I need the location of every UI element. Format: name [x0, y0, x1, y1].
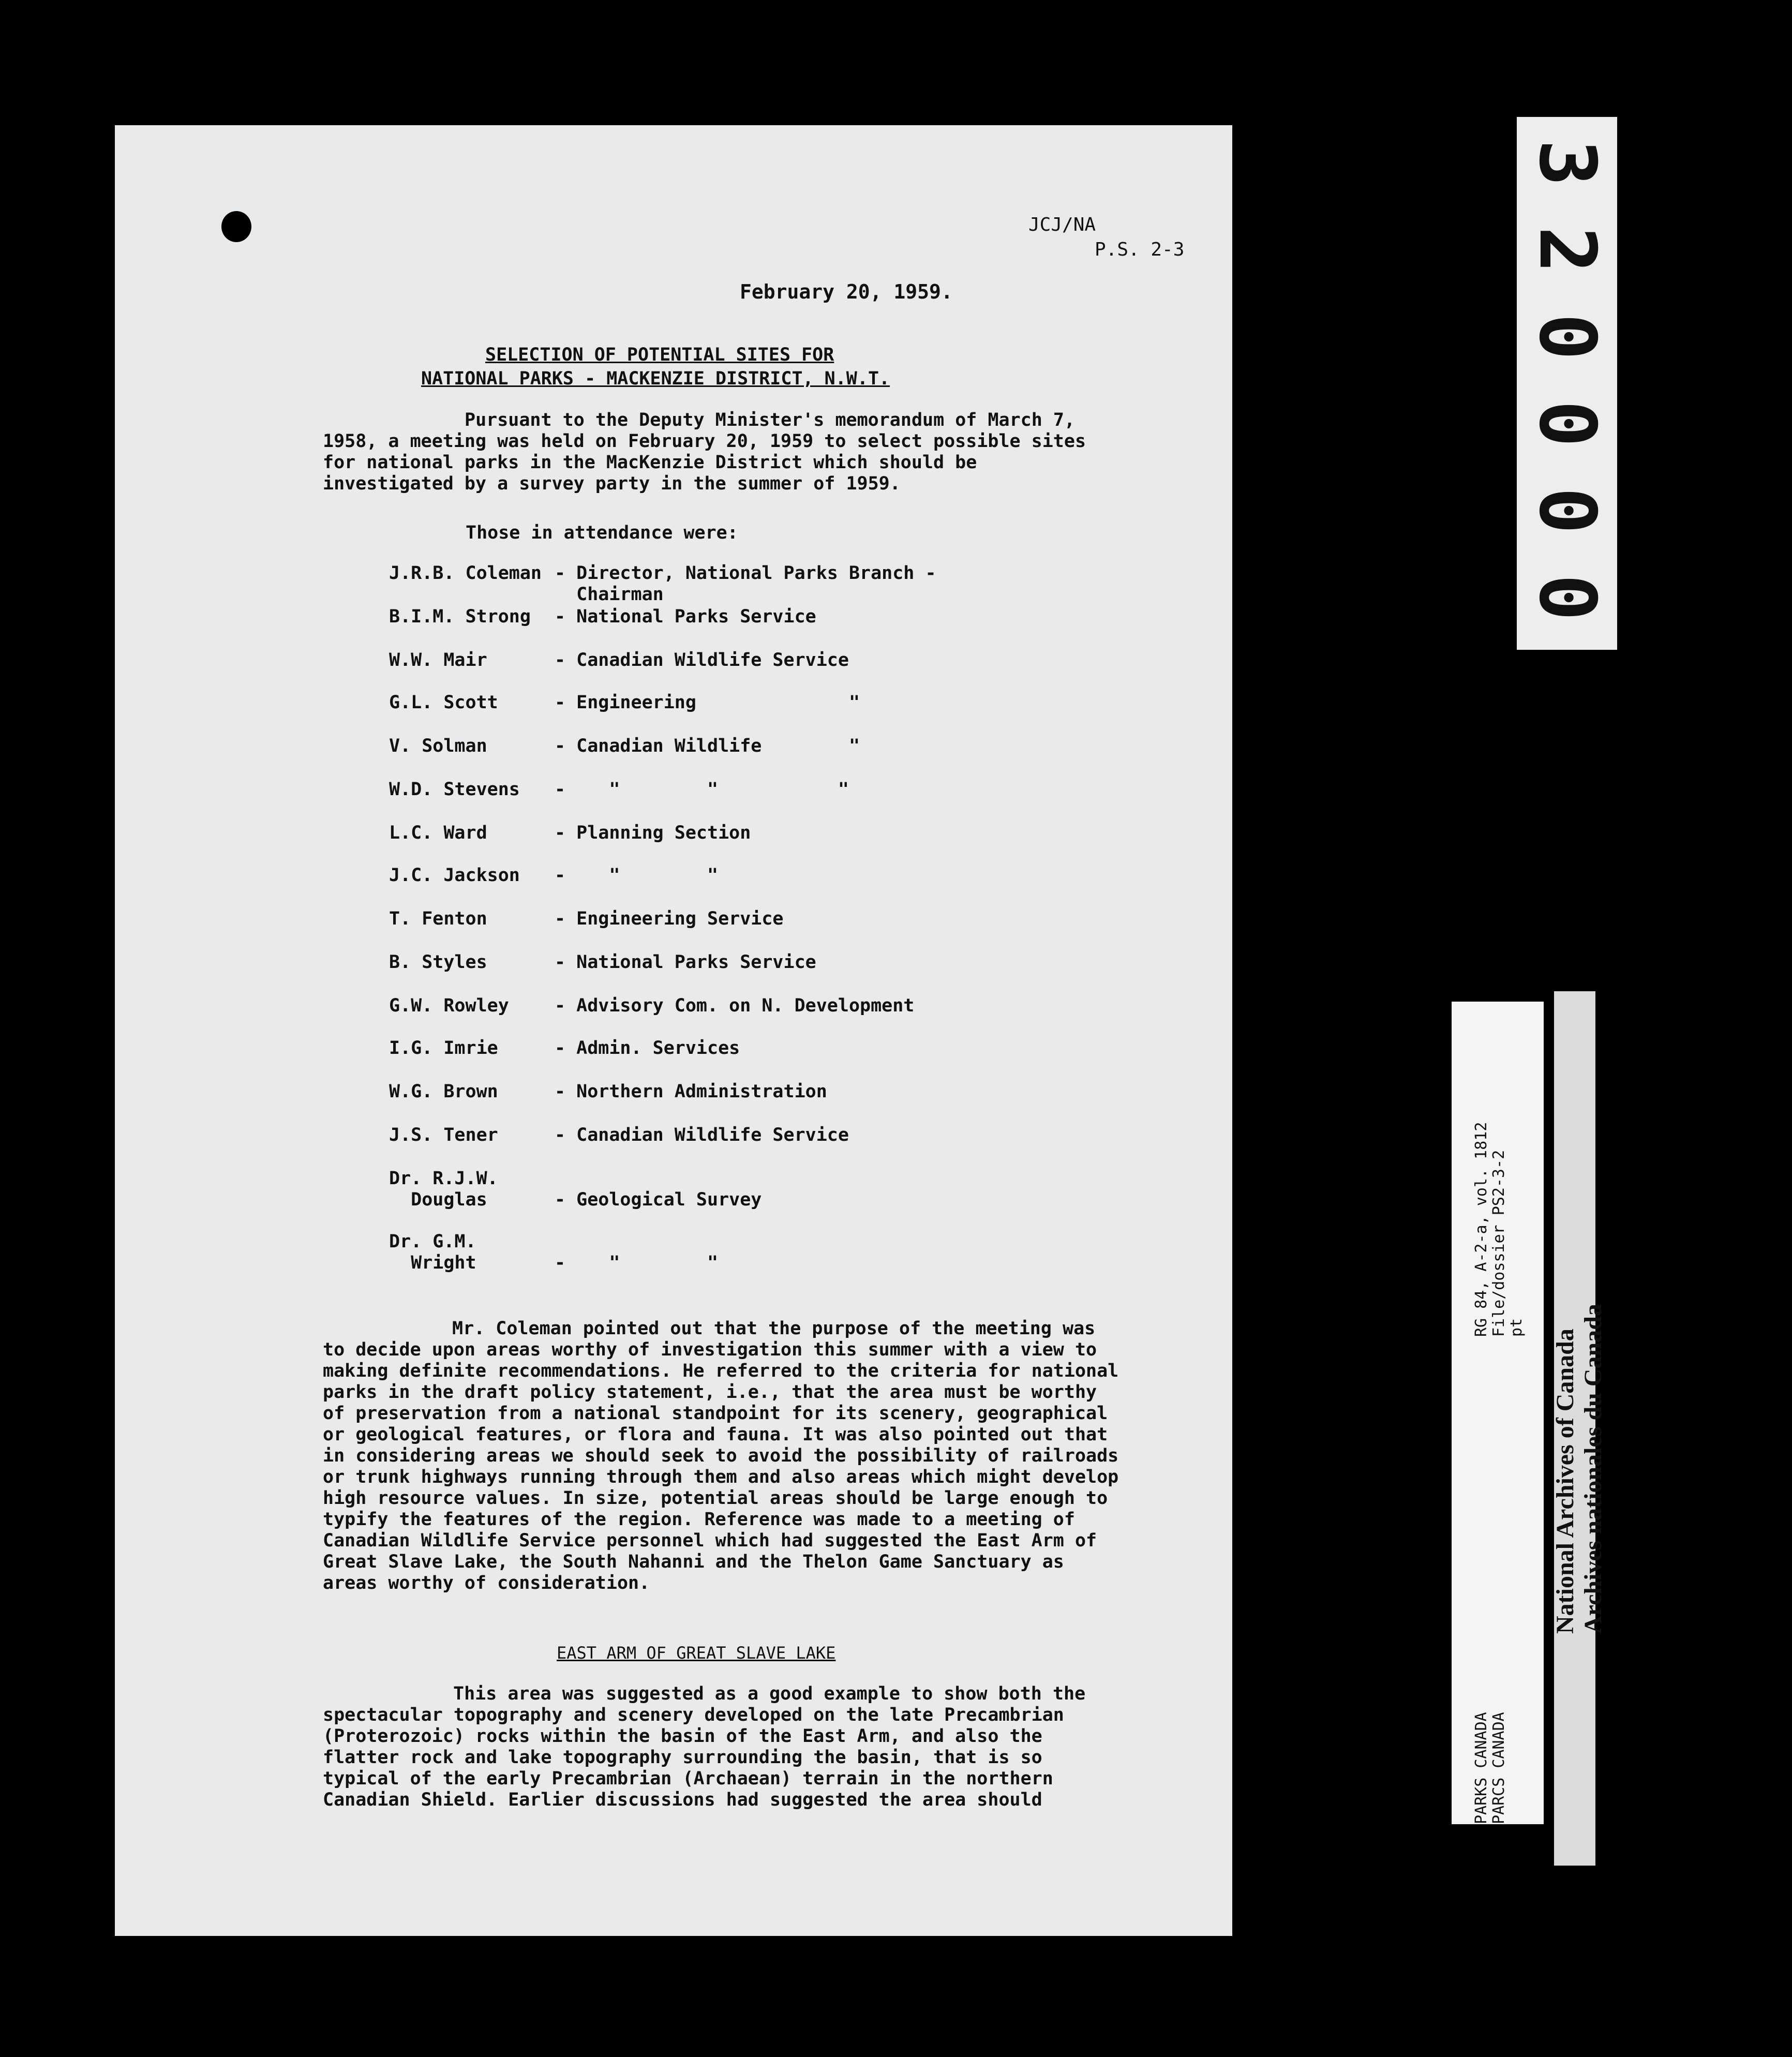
archive-reference-line-2: File/dossier PS2-3-2 — [1490, 1150, 1508, 1337]
attendee-name: B.I.M. Strong — [389, 606, 531, 627]
section-heading: EAST ARM OF GREAT SLAVE LAKE — [557, 1643, 836, 1663]
document-date: February 20, 1959. — [740, 280, 953, 303]
reference-code: JCJ/NA — [1028, 214, 1096, 235]
attendance-heading: Those in attendance were: — [466, 523, 738, 543]
section-paragraph: This area was suggested as a good example to show both the spectacular topography and scenery developed on the late Precambrian (Proterozoic) rocks within the basin of the East Arm, and also the flatter rock and lake topography surrounding the basin, that is so typical of the early Precambrian (Archaean) terrain in the northern Canadian Shield. Earlier discussions had suggested the area should — [323, 1683, 1086, 1810]
file-number: P.S. 2-3 — [1095, 239, 1185, 260]
archive-reference-line-1: RG 84, A-2-a, vol. 1812 — [1472, 1122, 1490, 1337]
frame-digit: 0 — [1522, 400, 1612, 448]
frame-digit: 0 — [1522, 574, 1612, 621]
attendee-name: J.R.B. Coleman — [389, 563, 542, 584]
national-archives-line-2: Archives nationales du Canada — [1579, 1304, 1607, 1634]
national-archives-line-1: National Archives of Canada — [1551, 1329, 1579, 1634]
discussion-paragraph: Mr. Coleman pointed out that the purpose of the meeting was to decide upon areas worthy of investigation this summer with a view to making definite recommendations. He referred to the criteria for national parks in the draft policy statement, i.e., that the area must be worthy of preservation from a national standpoint for its scenery, geographical or geological features, or flora and fauna. It was also pointed out that in considering areas we should seek to avoid the possibility of railroads or trunk highways running through them and also areas which might develop high resource values. In size, potential areas should be large enough to typify the features of the region. Reference was made to a meeting of Canadian Wildlife Service personnel which had suggested the East Arm of Great Slave Lake, the South Nahanni and the Thelon Game Sanctuary as areas worthy of consideration. — [323, 1318, 1119, 1593]
attendee-name: I.G. Imrie — [389, 1038, 498, 1059]
attendee-name: G.W. Rowley — [389, 995, 509, 1016]
attendee-name: Dr. R.J.W. Douglas — [389, 1168, 498, 1210]
national-archives-label — [1551, 991, 1607, 1866]
attendee-role: - Engineering " — [555, 692, 860, 713]
parks-canada-line-1: PARKS CANADA — [1472, 1712, 1490, 1824]
parks-canada-line-2: PARCS CANADA — [1490, 1712, 1508, 1824]
attendee-role: - Northern Administration — [555, 1081, 827, 1102]
punch-hole — [221, 211, 251, 242]
attendee-name: T. Fenton — [389, 908, 487, 929]
frame-digit: 2 — [1522, 226, 1612, 274]
attendee-name: W.G. Brown — [389, 1081, 498, 1102]
attendee-name: L.C. Ward — [389, 823, 487, 843]
attendee-role: - Canadian Wildlife Service — [555, 650, 849, 670]
attendee-name: V. Solman — [389, 736, 487, 756]
attendee-role: - " " " — [555, 779, 849, 800]
frame-digit: 0 — [1522, 487, 1612, 534]
attendee-role: - Canadian Wildlife Service — [555, 1125, 849, 1145]
attendee-role: - Director, National Parks Branch - Chairman — [555, 563, 936, 605]
attendee-name: J.C. Jackson — [389, 865, 520, 886]
attendee-role: - Advisory Com. on N. Development — [555, 995, 915, 1016]
attendee-role: - Planning Section — [555, 823, 751, 843]
attendee-role: - Admin. Services — [555, 1038, 740, 1059]
frame-digit: 3 — [1522, 139, 1612, 187]
attendee-name: W.D. Stevens — [389, 779, 520, 800]
archive-reference-label — [1452, 1002, 1544, 1824]
attendee-role: - Geological Survey — [555, 1189, 762, 1210]
document-page — [115, 125, 1232, 1936]
attendee-name: W.W. Mair — [389, 650, 487, 670]
attendee-role: - Canadian Wildlife " — [555, 736, 860, 756]
attendee-role: - National Parks Service — [555, 952, 816, 973]
title-line-2: NATIONAL PARKS - MACKENZIE DISTRICT, N.W.T. — [421, 368, 890, 389]
frame-digit: 0 — [1522, 313, 1612, 361]
attendee-name: Dr. G.M. Wright — [389, 1231, 476, 1273]
attendee-name: J.S. Tener — [389, 1125, 498, 1145]
attendee-name: G.L. Scott — [389, 692, 498, 713]
frame-number-stamp — [1517, 117, 1617, 650]
attendee-role: - National Parks Service — [555, 606, 816, 627]
attendee-name: B. Styles — [389, 952, 487, 973]
attendee-role: - " " — [555, 865, 719, 886]
intro-paragraph: Pursuant to the Deputy Minister's memorandum of March 7, 1958, a meeting was held on February 20, 1959 to select possible sites for national parks in the MacKenzie District which should be investigated by a survey party in the summer of 1959. — [323, 410, 1086, 494]
title-line-1: SELECTION OF POTENTIAL SITES FOR — [485, 345, 834, 365]
attendee-role: - Engineering Service — [555, 908, 784, 929]
attendee-role: - " " — [555, 1253, 719, 1273]
archive-reference-line-3: pt — [1507, 1318, 1526, 1337]
